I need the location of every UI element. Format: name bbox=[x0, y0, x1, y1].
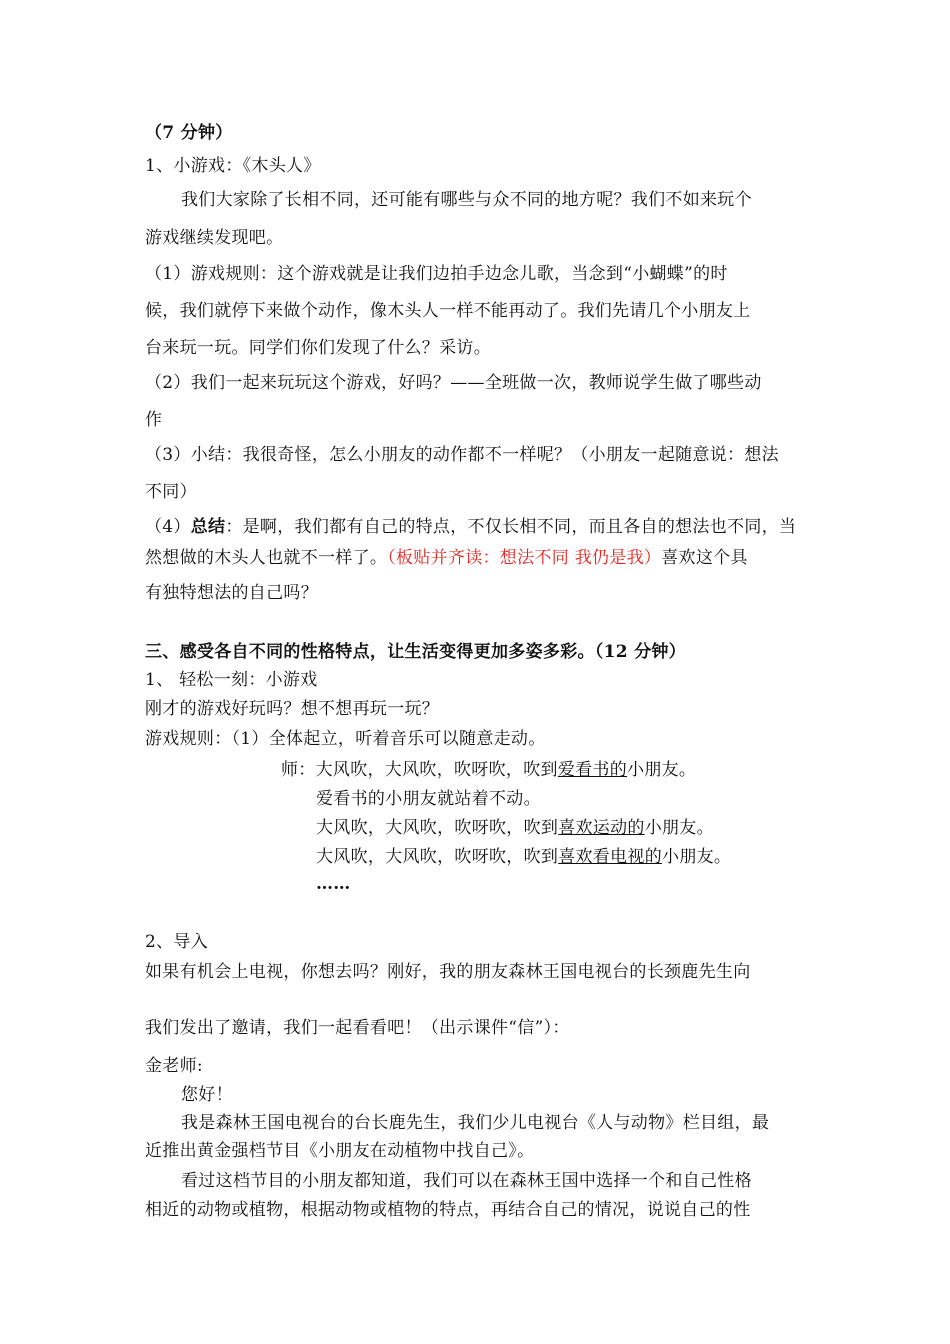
letter-line: 近推出黄金强档节目《小朋友在动植物中找自己》。 bbox=[145, 1141, 535, 1161]
summary-text: 喜欢这个具 bbox=[661, 548, 748, 568]
rule-line: （1）游戏规则：这个游戏就是让我们边拍手边念儿歌，当念到“小蝴蝶”的时 bbox=[145, 264, 728, 284]
teacher-text: 大风吹，大风吹，吹呀吹，吹到 bbox=[316, 847, 559, 867]
teacher-text: 小朋友。 bbox=[627, 760, 697, 780]
letter-line: 看过这档节目的小朋友都知道，我们可以在森林王国中选择一个和自己性格 bbox=[181, 1171, 752, 1191]
paragraph-line: 游戏继续发现吧。 bbox=[145, 228, 284, 248]
teacher-line: 爱看书的小朋友就站着不动。 bbox=[316, 789, 541, 809]
summary-line bbox=[145, 515, 796, 539]
letter-recipient: 金老师: bbox=[145, 1056, 203, 1076]
summary-label: 总结 bbox=[190, 517, 226, 537]
summary-text: 然想做的木头人也就不一样了。 bbox=[145, 548, 388, 568]
teacher-text: 小朋友。 bbox=[644, 818, 714, 838]
rule-line: 不同） bbox=[145, 482, 197, 502]
game-title: 1、小游戏：《木头人》 bbox=[145, 156, 321, 176]
underlined-phrase: 爱看书的 bbox=[557, 760, 628, 780]
underlined-phrase: 喜欢运动的 bbox=[558, 818, 645, 838]
paragraph-line: 我们发出了邀请，我们一起看看吧！（出示课件“信”）： bbox=[145, 1018, 570, 1038]
rule-line: 作 bbox=[145, 410, 163, 430]
letter-line: 我是森林王国电视台的台长鹿先生，我们少儿电视台《人与动物》栏目组，最 bbox=[181, 1113, 770, 1133]
time-note: （7 分钟） bbox=[145, 123, 233, 143]
rule-line: 候，我们就停下来做个动作，像木头人一样不能再动了。我们先请几个小朋友上 bbox=[145, 301, 751, 321]
teacher-line bbox=[316, 816, 714, 840]
paragraph-line: 我们大家除了长相不同，还可能有哪些与众不同的地方呢？我们不如来玩个 bbox=[181, 190, 752, 210]
underlined-phrase: 喜欢看电视的 bbox=[558, 847, 663, 867]
rule-line: 台来玩一玩。同学们你们发现了什么？采访。 bbox=[145, 338, 491, 358]
board-note-red: （板贴并齐读：想法不同 我仍是我） bbox=[387, 548, 662, 568]
teacher-line bbox=[316, 845, 731, 869]
sub-heading: 1、 轻松一刻：小游戏 bbox=[145, 670, 318, 690]
summary-prefix: （4） bbox=[145, 517, 191, 537]
summary-line bbox=[145, 546, 748, 570]
rule-line: （3）小结：我很奇怪，怎么小朋友的动作都不一样呢？（小朋友一起随意说：想法 bbox=[145, 445, 779, 465]
ellipsis: …… bbox=[316, 874, 351, 894]
summary-text: ：是啊，我们都有自己的特点，不仅长相不同，而且各自的想法也不同，当 bbox=[225, 517, 797, 537]
letter-greeting: 您好！ bbox=[181, 1085, 233, 1105]
teacher-text: 大风吹，大风吹，吹呀吹，吹到 bbox=[316, 818, 559, 838]
rule-line: （2）我们一起来玩玩这个游戏，好吗？——全班做一次，教师说学生做了哪些动 bbox=[145, 373, 762, 393]
rules-line: 游戏规则：（1）全体起立，听着音乐可以随意走动。 bbox=[145, 729, 546, 749]
sub-heading: 2、导入 bbox=[145, 932, 209, 952]
letter-line: 相近的动物或植物，根据动物或植物的特点，再结合自己的情况，说说自己的性 bbox=[145, 1200, 751, 1220]
teacher-text: 小朋友。 bbox=[662, 847, 732, 867]
paragraph-line: 刚才的游戏好玩吗？想不想再玩一玩？ bbox=[145, 699, 440, 719]
teacher-line bbox=[281, 758, 696, 782]
teacher-text: 师：大风吹，大风吹，吹呀吹，吹到 bbox=[281, 760, 558, 780]
paragraph-line: 如果有机会上电视，你想去吗？刚好，我的朋友森林王国电视台的长颈鹿先生向 bbox=[145, 962, 751, 982]
section-heading: 三、感受各自不同的性格特点，让生活变得更加多姿多彩。（12 分钟） bbox=[145, 642, 686, 662]
summary-line: 有独特想法的自己吗？ bbox=[145, 583, 318, 603]
